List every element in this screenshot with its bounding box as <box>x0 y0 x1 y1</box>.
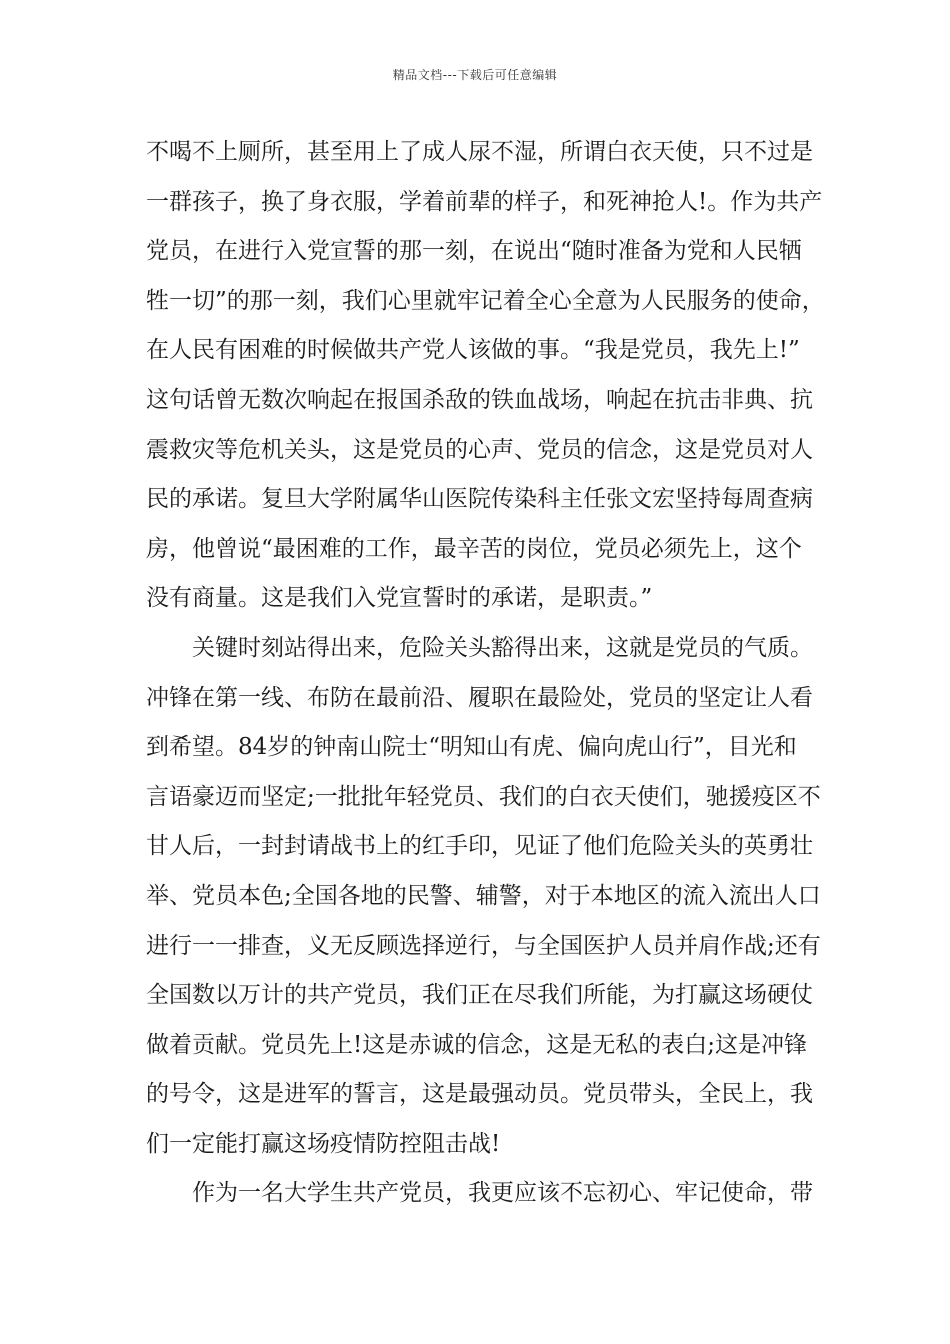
text-line: 到希望。84岁的钟南山院士“明知山有虎、偏向虎山行”，目光和 <box>146 734 797 761</box>
text-line: 全国数以万计的共产党员，我们正在尽我们所能，为打赢这场硬仗 <box>146 982 813 1009</box>
text-line: 们一定能打赢这场疫情防控阻击战! <box>146 1130 501 1157</box>
page-header: 精品文档---下载后可任意编辑 <box>392 68 558 82</box>
text-line: 这句话曾无数次响起在报国杀敌的铁血战场，响起在抗击非典、抗 <box>146 386 813 413</box>
text-line: 党员，在进行入党宣誓的那一刻，在说出“随时准备为党和人民牺 <box>146 238 802 265</box>
text-line: 不喝不上厕所，甚至用上了成人尿不湿，所谓白衣天使，只不过是 <box>146 139 813 165</box>
text-line: 民的承诺。复旦大学附属华山医院传染科主任张文宏坚持每周查病 <box>146 486 813 513</box>
text-line: 一群孩子，换了身衣服，学着前辈的样子，和死神抢人!。作为共产 <box>146 188 823 215</box>
text-line: 进行一一排查，义无反顾选择逆行，与全国医护人员并肩作战;还有 <box>146 932 821 959</box>
text-line: 举、党员本色;全国各地的民警、辅警，对于本地区的流入流出人口 <box>146 882 821 909</box>
text-line: 没有商量。这是我们入党宣誓时的承诺，是职责。” <box>146 585 653 612</box>
document-body <box>146 134 825 1225</box>
text-line: 的号令，这是进军的誓言，这是最强动员。党员带头，全民上，我 <box>146 1081 813 1108</box>
text-line: 震救灾等危机关头，这是党员的心声、党员的信念，这是党员对人 <box>146 436 813 463</box>
text-line: 牲一切”的那一刻，我们心里就牢记着全心全意为人民服务的使命， <box>146 287 825 314</box>
text-line: 做着贡献。党员先上!这是赤诚的信念，这是无私的表白;这是冲锋 <box>146 1031 807 1058</box>
text-line: 甘人后，一封封请战书上的红手印，见证了他们危险关头的英勇壮 <box>146 833 813 860</box>
paragraph-start-line: 作为一名大学生共产党员，我更应该不忘初心、牢记使命，带 <box>146 1180 813 1207</box>
text-line: 房，他曾说“最困难的工作，最辛苦的岗位，党员必须先上，这个 <box>146 535 802 562</box>
text-line: 在人民有困难的时候做共产党人该做的事。“我是党员，我先上!” <box>146 337 800 364</box>
text-line: 言语豪迈而坚定;一批批年轻党员、我们的白衣天使们，驰援疫区不 <box>146 783 821 810</box>
text-line: 冲锋在第一线、布防在最前沿、履职在最险处，党员的坚定让人看 <box>146 684 813 711</box>
paragraph-start-line: 关键时刻站得出来，危险关头豁得出来，这就是党员的气质。 <box>146 634 813 661</box>
